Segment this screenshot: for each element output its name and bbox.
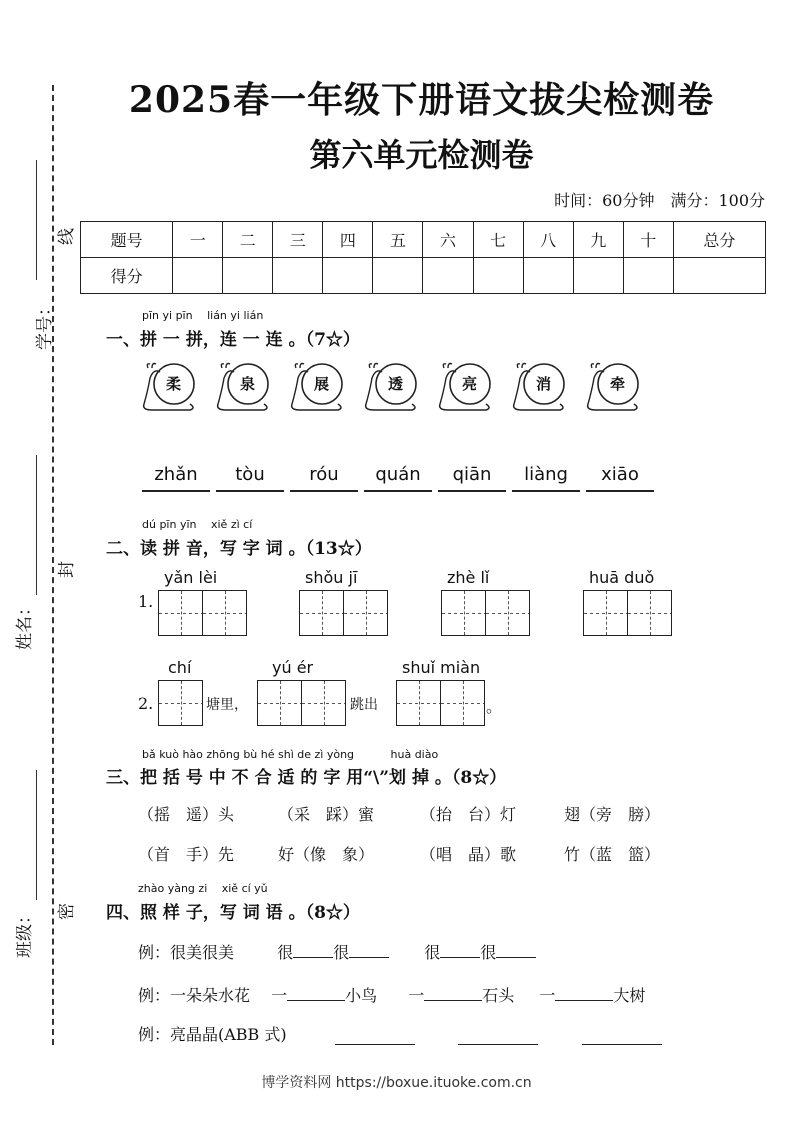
example-text: 例：一朵朵水花 [138,986,251,1005]
student-id-line [36,160,37,280]
bracket-item[interactable]: （首 手）先 [138,845,235,864]
score-row [81,258,766,294]
footer-watermark: 博学资料网 https://boxue.ituoke.com.cn [261,1075,532,1091]
pinyin-option[interactable]: qiān [452,464,492,485]
answer-blank[interactable] [582,1030,662,1045]
s3-heading: 三、把 括 号 中 不 合 适 的 字 用“\”划 掉 。（8☆） [106,768,507,788]
bracket-item[interactable]: （抬 台）灯 [420,805,517,824]
bracket-item[interactable]: （摇 遥）头 [138,805,235,824]
score-header-cell: 题号 [81,222,173,258]
score-cell[interactable] [623,258,673,294]
score-header-cell: 四 [323,222,373,258]
score-header-cell: 八 [523,222,573,258]
grid-pinyin: zhè lǐ [447,568,490,587]
score-cell[interactable] [373,258,423,294]
score-header-row [81,222,766,258]
answer-blank[interactable] [287,986,345,1001]
s4-example-3: 例：亮晶晶(ABB 式) [138,1025,287,1044]
word-yi: 一 [539,986,556,1005]
score-header-cell: 总分 [673,222,765,258]
word-stone: 石头 [482,986,515,1005]
grass-underline [512,482,580,492]
score-table [80,221,766,294]
score-header-cell: 二 [223,222,273,258]
pinyin-option[interactable]: zhǎn [154,464,198,485]
snail-card[interactable] [360,360,418,410]
answer-blank[interactable] [335,1030,415,1045]
score-cell[interactable] [573,258,623,294]
snail-character: 展 [314,375,330,393]
snail-card[interactable] [434,360,492,410]
writing-grid[interactable] [158,590,247,636]
student-id-label: 学号： [35,299,55,350]
score-cell[interactable] [223,258,273,294]
s4-pinyin: zhào yàng zi xiě cí yǔ [138,882,268,895]
word-tree: 大树 [613,986,646,1005]
score-cell[interactable] [423,258,473,294]
answer-blank[interactable] [555,986,613,1001]
score-header-cell: 三 [273,222,323,258]
pinyin-option[interactable]: xiāo [601,464,639,485]
snail-card[interactable] [212,360,270,410]
snail-card[interactable] [582,360,640,410]
writing-grid[interactable] [396,680,485,726]
answer-blank[interactable] [440,943,480,958]
score-header-cell: 六 [423,222,473,258]
name-line [36,455,37,595]
writing-grid[interactable] [299,590,388,636]
s2-row2-number: 2. [138,694,154,713]
class-line [36,770,37,900]
word-hen: 很 [333,943,350,962]
score-cell[interactable] [173,258,223,294]
snail-card[interactable] [508,360,566,410]
grid-pinyin: shǒu jī [305,568,358,587]
answer-blank[interactable] [424,986,482,1001]
snail-character: 柔 [166,375,182,393]
pinyin-option[interactable]: liàng [524,464,568,485]
answer-blank[interactable] [458,1030,538,1045]
snail-card[interactable] [286,360,344,410]
grass-underline [438,482,506,492]
snail-character: 牵 [610,375,626,393]
writing-grid[interactable] [257,680,346,726]
word-hen: 很 [277,943,294,962]
grass-underline [142,482,210,492]
bracket-item[interactable]: （采 踩）蜜 [278,805,375,824]
s1-pinyin: pīn yi pīn lián yi lián [142,309,264,322]
seal-mark: 封 [57,561,77,578]
grid-pinyin: huā duǒ [589,568,655,587]
time-score-info: 时间：60分钟 满分：100分 [554,191,765,210]
snail-character: 消 [536,375,552,393]
score-cell[interactable] [323,258,373,294]
score-cell[interactable] [523,258,573,294]
answer-blank[interactable] [496,943,536,958]
bracket-item[interactable]: （唱 晶）歌 [420,845,517,864]
score-cell[interactable] [473,258,523,294]
score-cell[interactable] [673,258,765,294]
word-hen: 很 [424,943,441,962]
writing-grid[interactable] [583,590,672,636]
grass-underline [216,482,284,492]
s2-heading: 二、读 拼 音，写 字 词 。（13☆） [106,539,372,559]
s4-heading: 四、照 样 子，写 词 语 。（8☆） [106,903,360,923]
bracket-item[interactable]: 翅（旁 膀） [564,805,661,824]
s3-pinyin: bǎ kuò hào zhōng bù hé shì de zì yòng huà diào [142,748,439,761]
line-mark: 线 [57,228,77,245]
score-row-label: 得分 [81,258,173,294]
s2-row2-text-1: 塘里， [206,697,248,713]
s4-example-1 [138,940,536,963]
grid-pinyin: yǎn lèi [164,568,218,587]
exam-title: 2025春一年级下册语文拔尖检测卷 [128,79,715,121]
class-label: 班级： [15,907,35,958]
s2-row2-text-2: 跳出 [350,697,378,713]
exam-subtitle: 第六单元检测卷 [309,136,534,174]
s1-heading: 一、拼 一 拼，连 一 连 。（7☆） [106,330,360,350]
bracket-item[interactable]: 好（像 象） [278,845,375,864]
example-text: 例：很美很美 [138,943,235,962]
pinyin-option[interactable]: tòu [235,464,265,485]
s2-row2-pinyin-3: shuǐ miàn [402,658,481,677]
word-hen: 很 [480,943,497,962]
answer-blank[interactable] [349,943,389,958]
pinyin-option[interactable]: quán [375,464,421,485]
s2-row2-pinyin-1: chí [168,658,192,677]
s2-row1-number: 1. [138,592,154,611]
s4-example-2 [138,983,645,1006]
snail-character: 泉 [240,375,256,393]
grass-underline [290,482,358,492]
s2-row2-end: 。 [486,697,503,716]
s2-row2-pinyin-2: yú ér [272,658,314,677]
score-header-cell: 五 [373,222,423,258]
secret-mark: 密 [57,903,77,920]
word-yi: 一 [408,986,425,1005]
word-bird: 小鸟 [345,986,378,1005]
score-cell[interactable] [273,258,323,294]
word-yi: 一 [271,986,288,1005]
snail-character: 亮 [462,375,478,393]
score-header-cell: 一 [173,222,223,258]
score-header-cell: 七 [473,222,523,258]
name-label: 姓名： [15,599,35,650]
writing-grid[interactable] [158,680,203,726]
score-header-cell: 十 [623,222,673,258]
score-header-cell: 九 [573,222,623,258]
bracket-item[interactable]: 竹（蓝 篮） [564,845,661,864]
grass-underline [586,482,654,492]
s2-pinyin: dú pīn yīn xiě zì cí [142,518,253,531]
answer-blank[interactable] [293,943,333,958]
writing-grid[interactable] [441,590,530,636]
pinyin-option[interactable]: róu [309,464,339,485]
snail-character: 透 [388,375,404,393]
snail-card[interactable] [138,360,196,410]
grass-underline [364,482,432,492]
